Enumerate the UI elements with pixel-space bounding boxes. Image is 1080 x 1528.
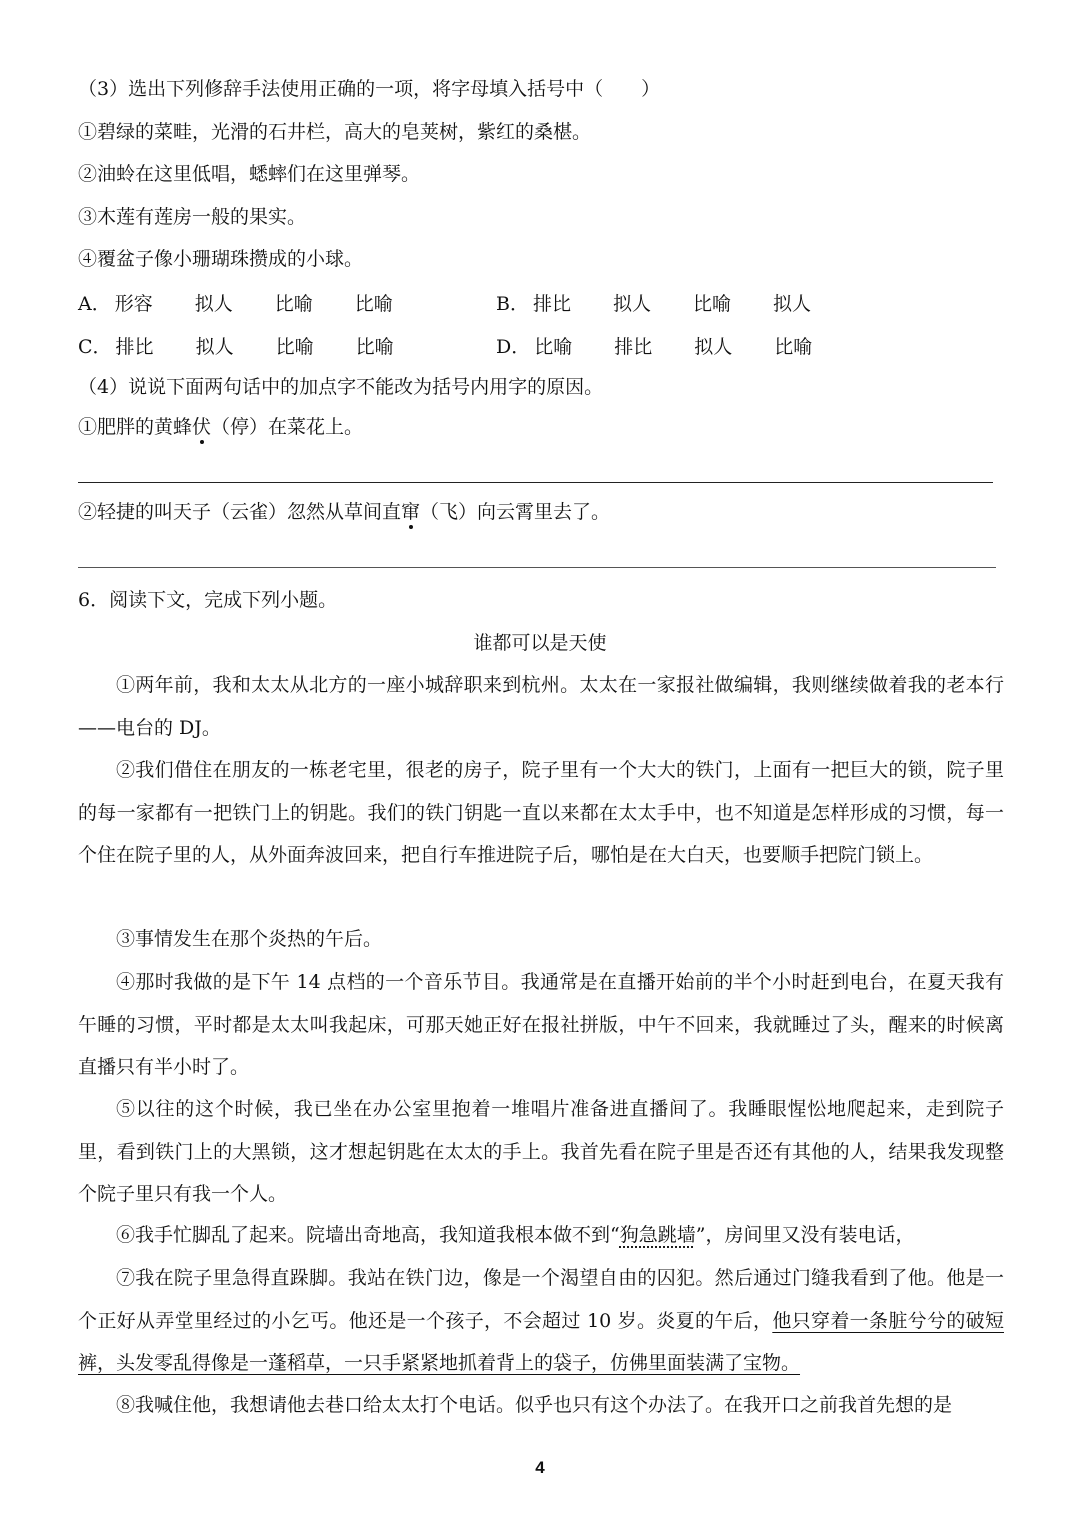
underlined-sentence: 他只穿着一条脏兮兮的破短裤，头发零乱得像是一蓬稻草，一只手紧紧地抓着背上的袋子，仿佛里面装满了宝物。 [78,1309,1004,1374]
paragraph-2: ②我们借住在朋友的一栋老宅里，很老的房子，院子里有一个大大的铁门，上面有一把巨大的锁，院子里的每一家都有一把铁门上的钥匙。我们的铁门钥匙一直以来都在太太手中，也不知道是怎样形成的习惯，每一个住在院子里的人，从外面奔波回来，把自行车推进院子后，哪怕是在大白天，也要顺手把院门锁上。 [78,759,1004,866]
part4-sentence-1: ①肥胖的黄蜂伏（停）在菜花上。 [78,416,364,438]
paragraph-3: ③事情发生在那个炎热的午后。 [116,928,383,950]
part3-prompt: （3）选出下列修辞手法使用正确的一项，将字母填入括号中（ ） [78,78,661,100]
dotted-char: 窜 [401,501,421,523]
q6-prompt: 6．阅读下文，完成下列小题。 [78,589,338,611]
sentence-2: ②油蛉在这里低唱，蟋蟀们在这里弹琴。 [78,163,421,185]
sentence-3: ③木莲有莲房一般的果实。 [78,206,307,228]
answer-line-2[interactable] [78,567,996,568]
part4-prompt: （4）说说下面两句话中的加点字不能改为括号内用字的原因。 [78,376,604,398]
paragraph-5: ⑤以往的这个时候，我已坐在办公室里抱着一堆唱片准备进直播间了。我睡眼惺忪地爬起来，走到院子里，看到铁门上的大黑锁，这才想起钥匙在太太的手上。我首先看在院子里是否还有其他的人，结果我发现整个院子里只有我一个人。 [78,1098,1004,1205]
paragraph-4: ④那时我做的是下午 14 点档的一个音乐节目。我通常是在直播开始前的半个小时赶到电台，在夏天我有午睡的习惯，平时都是太太叫我起床，可那天她正好在报社拼版，中午不回来，我就睡过了头，醒来的时候离直播只有半小时了。 [78,971,1004,1078]
dotted-char: 伏 [192,416,212,438]
option-b[interactable]: B． 排比 拟人 比喻 拟人 [496,293,812,315]
option-a-letter: A． [78,293,111,315]
option-b-letter: B． [496,293,529,315]
option-a[interactable]: A． 形容 拟人 比喻 比喻 [78,293,393,315]
paragraph-8: ⑧我喊住他，我想请他去巷口给太太打个电话。似乎也只有这个办法了。在我开口之前我首先想的是 [116,1394,953,1416]
answer-line-1[interactable] [78,482,993,483]
option-c[interactable]: C． 排比 拟人 比喻 比喻 [78,336,394,358]
part4-sentence-2: ②轻捷的叫天子（云雀）忽然从草间直窜（飞）向云霄里去了。 [78,501,611,523]
passage-title: 谁都可以是天使 [473,632,607,654]
paragraph-6: ⑥我手忙脚乱了起来。院墙出奇地高，我知道我根本做不到“狗急跳墙”，房间里又没有装电话， [116,1224,915,1246]
sentence-1: ①碧绿的菜畦，光滑的石井栏，高大的皂荚树，紫红的桑椹。 [78,121,592,143]
option-d[interactable]: D． 比喻 排比 拟人 比喻 [496,336,813,358]
paragraph-7: ⑦我在院子里急得直跺脚。我站在铁门边，像是一个渴望自由的囚犯。然后通过门缝我看到了他。他是一个正好从弄堂里经过的小乞丐。他还是一个孩子，不会超过 10 岁。炎夏的午后，他只穿着一条脏兮兮的破短裤，头发零乱得像是一蓬稻草，一只手紧紧地抓着背上的袋子，仿佛里面装满了宝物。 [78,1267,1004,1374]
option-d-letter: D． [496,336,531,358]
paragraph-1: ①两年前，我和太太从北方的一座小城辞职来到杭州。太太在一家报社做编辑，我则继续做着我的老本行——电台的 DJ。 [78,674,1004,739]
sentence-4: ④覆盆子像小珊瑚珠攒成的小球。 [78,248,364,270]
option-c-letter: C． [78,336,112,358]
page-number: 4 [535,1458,545,1477]
dotted-phrase: 狗急跳墙 [619,1224,696,1246]
